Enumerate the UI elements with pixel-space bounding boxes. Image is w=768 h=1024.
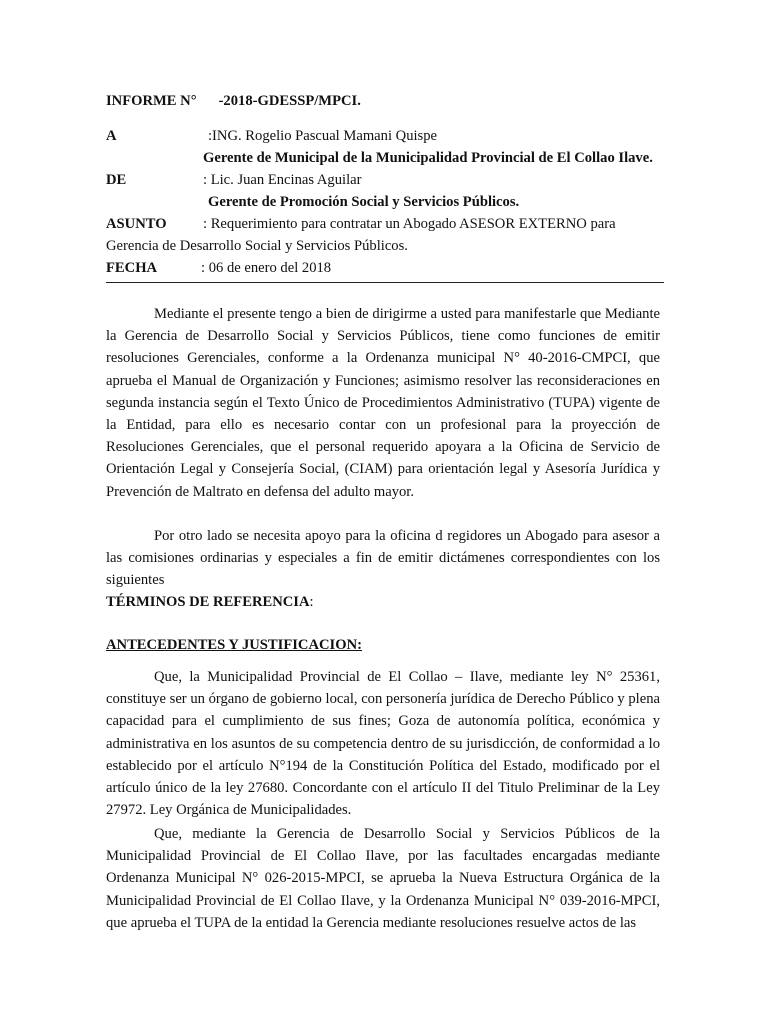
informe-line	[106, 93, 361, 110]
informe-number: -2018-GDESSP/MPCI.	[218, 93, 361, 109]
de-title: Gerente de Promoción Social y Servicios Públicos.	[208, 194, 520, 210]
header-divider	[106, 282, 664, 283]
fecha-value: : 06 de enero del 2018	[201, 260, 332, 276]
a-value: :ING. Rogelio Pascual Mamani Quispe	[208, 128, 438, 144]
paragraph-regidores: Por otro lado se necesita apoyo para la oficina d regidores un Abogado para asesor a las comisiones ordinarias y especiales a fin de emitir dictámenes correspondientes con los siguientes	[106, 528, 660, 589]
terminos-heading-text: TÉRMINOS DE REFERENCIA	[106, 594, 310, 610]
terminos-heading	[106, 594, 314, 611]
a-label: A	[106, 128, 117, 144]
asunto-value: : Requerimiento para contratar un Abogado ASESOR EXTERNO para	[203, 216, 616, 232]
a-title: Gerente de Municipal de la Municipalidad Provincial de El Collao Ilave.	[203, 150, 653, 166]
paragraph-antecedentes: Que, la Municipalidad Provincial de El Collao – Ilave, mediante ley N° 25361, constituye ser un órgano de gobierno local, con personería jurídica de Derecho Público y plena capacidad para el cumplimiento de sus fines; Goza de autonomía política, económica y administrativa en los asuntos de su competencia dentro de su jurisdicción, de conformidad a lo establecido por el artículo N°194 de la Constitución Política del Estado, modificado por el artículo único de la ley 27680. Concordante con el artículo II del Titulo Preliminar de la Ley 27972. Ley Orgánica de Municipalidades.	[106, 669, 660, 819]
de-label: DE	[106, 172, 127, 188]
asunto-continuation: Gerencia de Desarrollo Social y Servicios Públicos.	[106, 238, 408, 254]
terminos-heading-colon: :	[309, 594, 314, 610]
asunto-label: ASUNTO	[106, 216, 167, 232]
informe-label: INFORME N°	[106, 93, 197, 109]
paragraph-intro: Mediante el presente tengo a bien de dirigirme a usted para manifestarle que Mediante la Gerencia de Desarrollo Social y Servicios Públicos, tiene como funciones de emitir resoluciones Gerenciales, conforme a la Ordenanza municipal N° 40-2016-CMPCI, que aprueba el Manual de Organización y Funciones; asimismo resolver las reconsideraciones en segunda instancia según el Texto Único de Procedimientos Administrativo (TUPA) vigente de la Entidad, para ello es necesario contar con un profesional para la proyección de Resoluciones Gerenciales, que el personal requerido apoyara a la Oficina de Servicio de Orientación Legal y Consejería Social, (CIAM) para orientación legal y Asesoría Jurídica y Prevención de Maltrato en defensa del adulto mayor.	[106, 306, 660, 500]
fecha-label: FECHA	[106, 260, 158, 276]
antecedentes-heading: ANTECEDENTES Y JUSTIFICACION:	[106, 637, 362, 653]
de-value: : Lic. Juan Encinas Aguilar	[203, 172, 362, 188]
paragraph-gerencia: Que, mediante la Gerencia de Desarrollo Social y Servicios Públicos de la Municipalidad Provincial de El Collao Ilave, por las facultades encargadas mediante Ordenanza Municipal N° 026-2015-MPCI, se aprueba la Nueva Estructura Orgánica de la Municipalidad Provincial de El Collao Ilave, y la Ordenanza Municipal N° 039-2016-MPCI, que aprueba el TUPA de la entidad la Gerencia mediante resoluciones resuelve actos de las	[106, 826, 660, 931]
